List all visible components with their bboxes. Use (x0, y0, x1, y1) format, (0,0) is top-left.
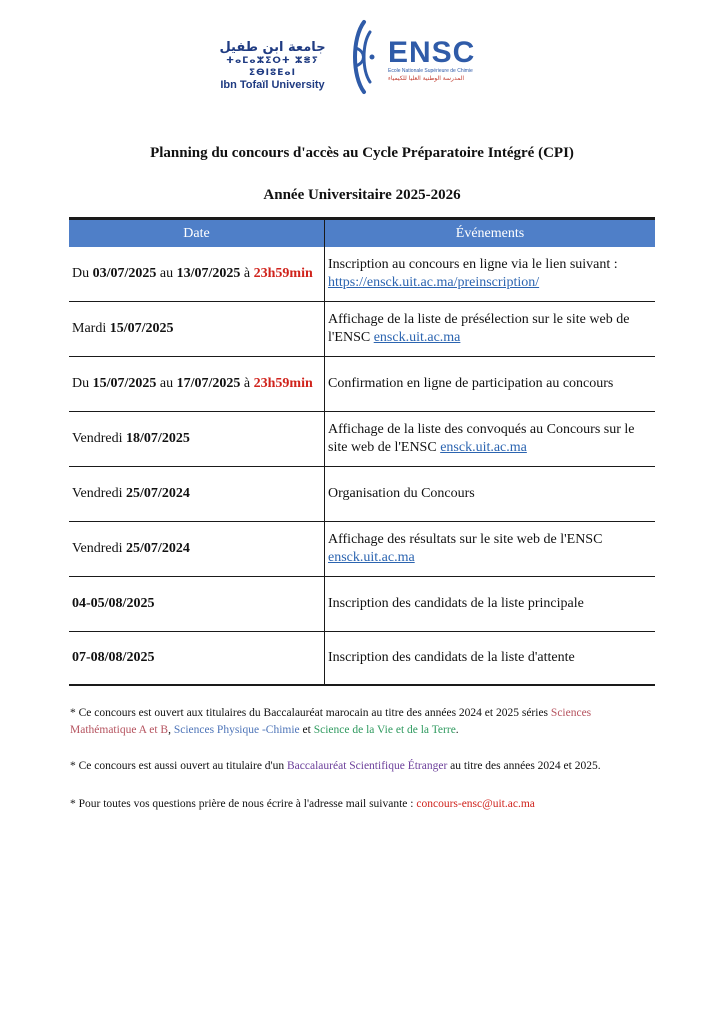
note-contact: * Pour toutes vos questions prière de nous écrire à l'adresse mail suivante : concours-ensc@uit.ac.ma (70, 798, 535, 810)
event-cell: Inscription au concours en ligne via le lien suivant : https://ensck.uit.ac.ma/preinscription/ (325, 247, 656, 302)
ensc-emblem-icon (342, 18, 382, 96)
table-row (69, 467, 655, 522)
schedule-table (69, 217, 655, 686)
series-math: Sciences Mathématique A et B (70, 707, 592, 736)
date-cell: Vendredi 25/07/2024 (69, 522, 325, 577)
event-cell: Confirmation en ligne de participation au concours (325, 357, 656, 412)
date-cell: Du 03/07/2025 au 13/07/2025 à 23h59min (69, 247, 325, 302)
event-cell: Affichage des résultats sur le site web de l'ENSC ensck.uit.ac.ma (325, 522, 656, 577)
note-foreign-bac: * Ce concours est aussi ouvert au titulaire d'un Baccalauréat Scientifique Étranger au titre des années 2024 et 2025. (70, 760, 601, 772)
event-cell: Organisation du Concours (325, 467, 656, 522)
university-name-english: Ibn Tofaïl University (220, 79, 325, 91)
date-cell: Vendredi 18/07/2025 (69, 412, 325, 467)
contact-email[interactable]: concours-ensc@uit.ac.ma (416, 798, 535, 810)
university-name-arabic: جامعة ابن طفيل (219, 40, 326, 55)
table-row (69, 302, 655, 357)
ensc-arabic-name: المدرسة الوطنية العليا للكيمياء (388, 75, 465, 82)
event-cell: Inscription des candidats de la liste principale (325, 577, 656, 632)
date-cell: Vendredi 25/07/2024 (69, 467, 325, 522)
note-eligibility: * Ce concours est ouvert aux titulaires du Baccalauréat marocain au titre des années 2024 et 2025 séries Sciences Mathématique A et B, Sciences Physique -Chimie et Science de la Vie et de la Terre. (70, 707, 592, 736)
deadline-time: 23h59min (253, 376, 313, 391)
date-cell: Mardi 15/07/2025 (69, 302, 325, 357)
ensc-website-link[interactable]: ensck.uit.ac.ma (440, 440, 527, 455)
table-row (69, 357, 655, 412)
deadline-time: 23h59min (253, 266, 313, 281)
table-row (69, 632, 655, 686)
column-header-date: Date (69, 219, 325, 248)
event-cell: Affichage de la liste des convoqués au Concours sur le site web de l'ENSC ensck.uit.ac.ma (325, 412, 656, 467)
foreign-bac-label: Baccalauréat Scientifique Étranger (287, 760, 448, 772)
date-cell: 07-08/08/2025 (69, 632, 325, 686)
academic-year: Année Universitaire 2025-2026 (263, 187, 461, 203)
table-row (69, 247, 655, 302)
university-logo (205, 40, 340, 92)
date-cell: Du 15/07/2025 au 17/07/2025 à 23h59min (69, 357, 325, 412)
event-cell: Affichage de la liste de présélection sur le site web de l'ENSC ensck.uit.ac.ma (325, 302, 656, 357)
university-name-tifinagh: ⵜⴰⵎⴰⵣⵉⵔⵜ ⵣⴻⵢ ⵉⴱⵏⵓⴹⴰⵏ (226, 56, 319, 78)
ensc-logo (388, 38, 528, 83)
preinscription-link[interactable]: https://ensck.uit.ac.ma/preinscription/ (328, 275, 540, 290)
header-logos (205, 18, 525, 96)
series-svt: Science de la Vie et de la Terre (313, 724, 456, 736)
ensc-website-link[interactable]: ensck.uit.ac.ma (328, 550, 415, 565)
ensc-full-name: Ecole Nationale Supérieure de Chimie (388, 68, 473, 74)
ensc-website-link[interactable]: ensck.uit.ac.ma (373, 330, 461, 345)
ensc-abbreviation: ENSC (388, 36, 476, 69)
page-title: Planning du concours d'accès au Cycle Préparatoire Intégré (CPI) (150, 145, 574, 161)
column-header-events: Événements (325, 219, 656, 248)
table-row (69, 522, 655, 577)
table-row (69, 412, 655, 467)
table-row (69, 577, 655, 632)
table-header-row (69, 219, 655, 248)
event-cell: Inscription des candidats de la liste d'attente (325, 632, 656, 686)
series-physics: Sciences Physique -Chimie (173, 724, 300, 736)
date-cell: 04-05/08/2025 (69, 577, 325, 632)
